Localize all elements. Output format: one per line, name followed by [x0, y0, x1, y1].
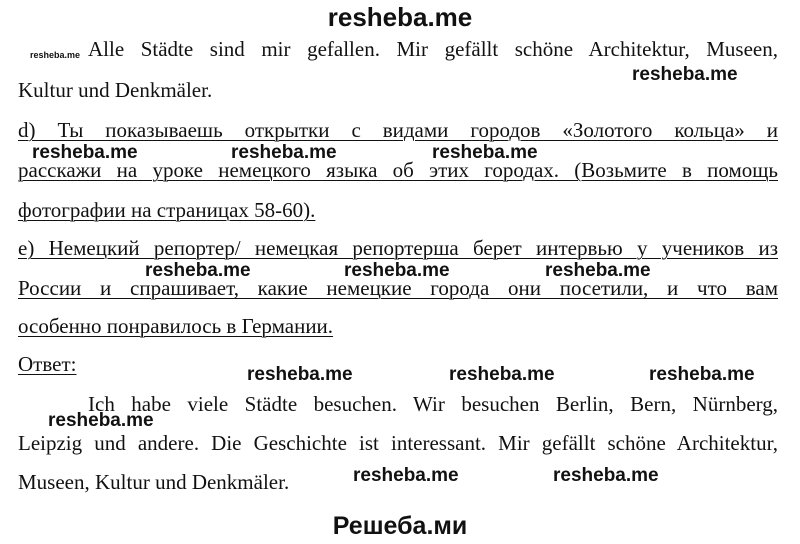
watermark-small: resheba.me: [30, 50, 81, 60]
text-line-1: Alle Städte sind mir gefallen. Mir gefällt schöne Architektur, Museen,: [88, 37, 778, 61]
watermark: resheba.me: [32, 142, 138, 163]
watermark: resheba.me: [48, 410, 154, 431]
task-e-line-2: России и спрашивает, какие немецкие города они посетили, и что вам: [18, 276, 778, 300]
task-d-line-1: d) Ты показываешь открытки с видами городов «Золотого кольца» и: [18, 118, 778, 142]
site-footer: Решеба.ми: [332, 512, 468, 540]
watermark: resheba.me: [344, 260, 450, 281]
task-e-line-1: e) Немецкий репортер/ немецкая репортерша берет интервью у учеников из: [18, 236, 778, 260]
watermark: resheba.me: [553, 465, 659, 486]
task-d-line-2: расскажи на уроке немецкого языка об этих городах. (Возьмите в помощь: [18, 158, 778, 182]
site-header: resheba.me: [327, 2, 473, 32]
text-line-2: Kultur und Denkmäler.: [18, 78, 213, 102]
task-d-line-3: фотографии на страницах 58-60).: [18, 198, 316, 222]
answer-line-3: Museen, Kultur und Denkmäler.: [18, 470, 290, 494]
watermark: resheba.me: [432, 142, 538, 163]
watermark: resheba.me: [247, 364, 353, 385]
watermark: resheba.me: [145, 260, 251, 281]
task-e-line-3: особенно понравилось в Германии.: [18, 314, 334, 338]
watermark: resheba.me: [545, 260, 651, 281]
answer-label: Ответ:: [18, 352, 77, 376]
watermark: resheba.me: [231, 142, 337, 163]
watermark: resheba.me: [353, 465, 459, 486]
watermark: resheba.me: [632, 64, 738, 85]
watermark: resheba.me: [449, 364, 555, 385]
answer-line-2: Leipzig und andere. Die Geschichte ist interessant. Mir gefällt schöne Architektur,: [18, 431, 778, 455]
watermark: resheba.me: [649, 364, 755, 385]
answer-line-1: Ich habe viele Städte besuchen. Wir besuchen Berlin, Bern, Nürnberg,: [88, 392, 778, 416]
